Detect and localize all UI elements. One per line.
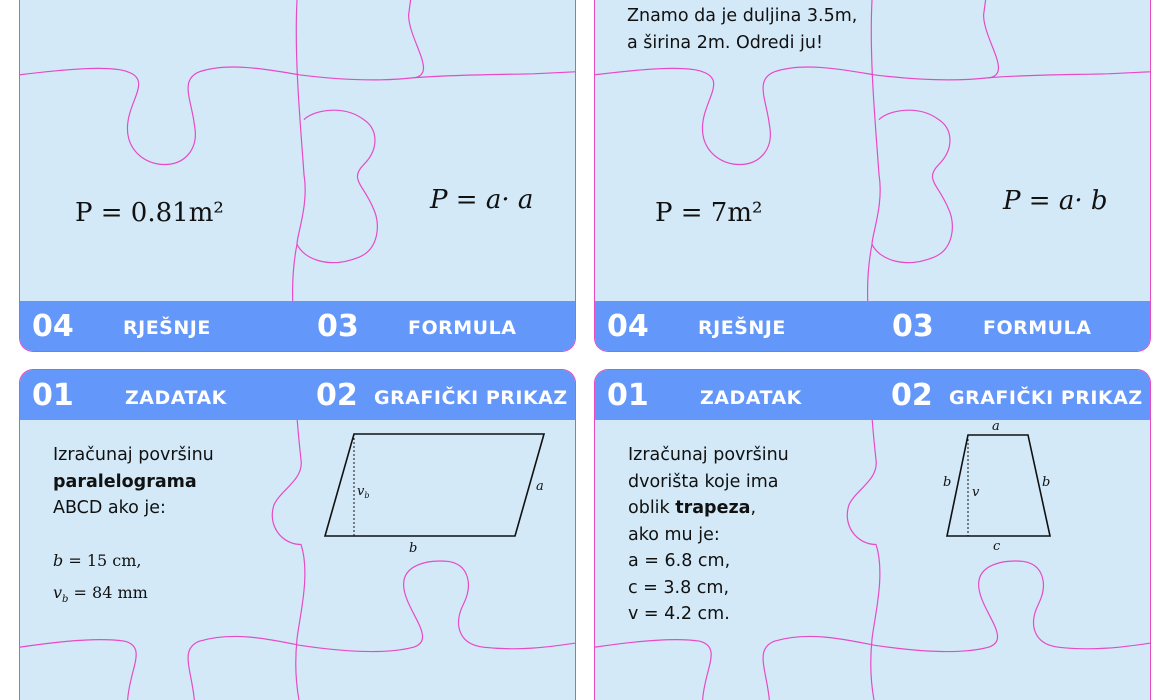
card-header-bar bbox=[595, 370, 1150, 420]
right-label: b bbox=[1042, 475, 1051, 490]
graphic-label: GRAFIČKI PRIKAZ bbox=[374, 387, 568, 409]
puzzle-card-bottom-right bbox=[594, 369, 1151, 700]
task-label: ZADATAK bbox=[700, 387, 802, 409]
bottom-label: c bbox=[993, 539, 1001, 554]
left-label: b bbox=[943, 475, 952, 490]
side-label: a bbox=[536, 479, 544, 494]
graphic-label: GRAFIČKI PRIKAZ bbox=[949, 387, 1143, 409]
formula-equals: = bbox=[1028, 186, 1051, 216]
solution-value: P = 0.81m² bbox=[75, 198, 224, 228]
solution-label: RJEŠNJE bbox=[698, 317, 786, 339]
card-footer-bar bbox=[20, 301, 575, 351]
trapezoid-diagram bbox=[933, 418, 1063, 558]
puzzle-card-bottom-left bbox=[19, 369, 576, 700]
task-text-line: v = 4.2 cm. bbox=[628, 604, 730, 624]
task-text-line: ako mu je: bbox=[628, 524, 720, 545]
given-amount: = 15 cm, bbox=[68, 551, 142, 570]
given-variable: v bbox=[53, 583, 63, 602]
card-header-bar bbox=[20, 370, 575, 420]
formula-equals: = bbox=[455, 185, 478, 215]
given-variable: b bbox=[53, 551, 64, 570]
task-text-line: dvorišta koje ima bbox=[628, 471, 779, 492]
height-label: v bbox=[972, 485, 980, 500]
given-variable-subscript: b bbox=[62, 594, 69, 606]
formula-number: 03 bbox=[317, 309, 359, 344]
solution-label: RJEŠNJE bbox=[123, 317, 211, 339]
solution-value: P = 7m² bbox=[655, 198, 763, 228]
solution-number: 04 bbox=[32, 309, 74, 344]
height-label: $v_b$ bbox=[357, 484, 370, 500]
task-text-line: c = 3.8 cm, bbox=[628, 577, 730, 598]
trapezoid-shape bbox=[947, 435, 1050, 536]
solution-number: 04 bbox=[607, 309, 649, 344]
given-value bbox=[53, 551, 142, 570]
given-amount: = 84 mm bbox=[73, 583, 148, 602]
task-text-line: a = 6.8 cm, bbox=[628, 551, 731, 571]
task-text bbox=[53, 442, 214, 522]
formula-rhs: a· a bbox=[485, 185, 534, 215]
formula-expression bbox=[430, 185, 533, 215]
parallelogram-diagram bbox=[320, 430, 560, 560]
task-text-line: Izračunaj površinu bbox=[53, 445, 214, 465]
graphic-number: 02 bbox=[891, 378, 933, 413]
graphic-number: 02 bbox=[316, 378, 358, 413]
top-label: a bbox=[992, 419, 1000, 434]
puzzle-card-top-left bbox=[19, 0, 576, 352]
formula-label: FORMULA bbox=[983, 317, 1092, 339]
task-text-bold: trapeza bbox=[675, 498, 751, 518]
formula-rhs: a· b bbox=[1058, 186, 1108, 216]
task-number: 01 bbox=[607, 378, 649, 413]
task-text-line: paralelograma bbox=[53, 471, 197, 492]
formula-lhs: P bbox=[430, 185, 448, 215]
base-label: b bbox=[409, 541, 418, 556]
formula-number: 03 bbox=[892, 309, 934, 344]
task-text bbox=[627, 3, 857, 56]
task-text-line: Znamo da je duljina 3.5m, bbox=[627, 6, 858, 26]
formula-lhs: P bbox=[1003, 186, 1021, 216]
task-text-line: oblik trapeza, bbox=[628, 498, 757, 518]
puzzle-cut-lines bbox=[20, 0, 575, 351]
given-value bbox=[53, 583, 148, 605]
formula-label: FORMULA bbox=[408, 317, 517, 339]
task-label: ZADATAK bbox=[125, 387, 227, 409]
task-text-line: a širina 2m. Odredi ju! bbox=[627, 32, 823, 53]
card-footer-bar bbox=[595, 301, 1150, 351]
task-text bbox=[628, 442, 789, 628]
formula-expression bbox=[1003, 186, 1108, 216]
task-number: 01 bbox=[32, 378, 74, 413]
puzzle-card-top-right bbox=[594, 0, 1151, 352]
task-text-line: ABCD ako je: bbox=[53, 498, 166, 518]
task-text-line: Izračunaj površinu bbox=[628, 445, 789, 465]
